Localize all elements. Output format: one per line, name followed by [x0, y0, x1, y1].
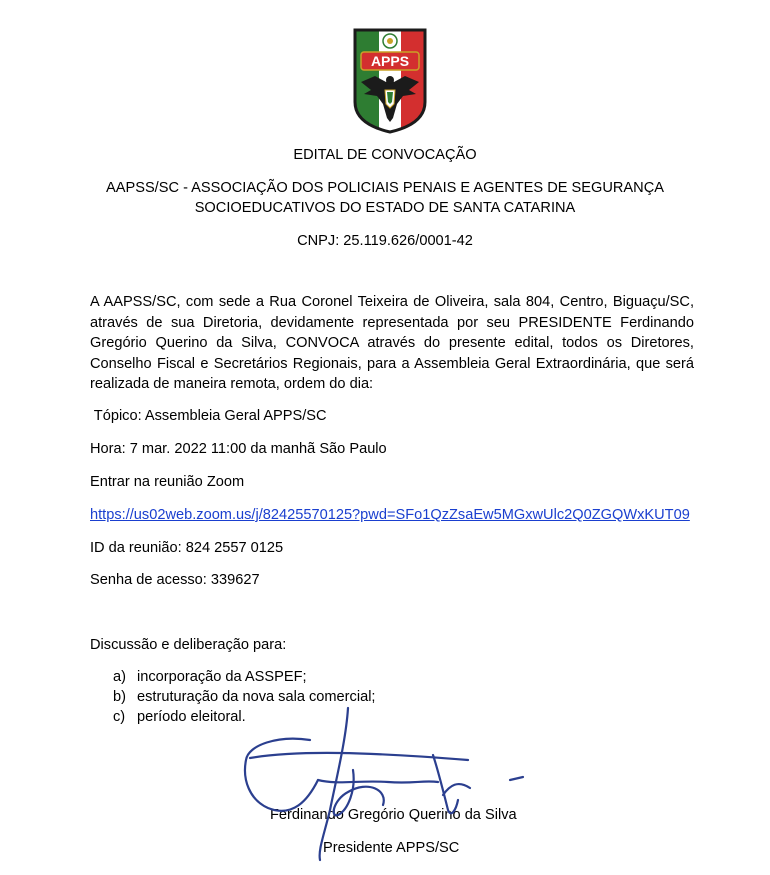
discussion-heading: Discussão e deliberação para: — [90, 637, 287, 653]
agenda-marker: b) — [113, 689, 126, 705]
join-zoom-label: Entrar na reunião Zoom — [90, 474, 245, 490]
meeting-time: Hora: 7 mar. 2022 11:00 da manhã São Paulo — [90, 441, 387, 457]
apps-logo-emblem — [349, 24, 431, 135]
agenda-item — [113, 669, 307, 685]
zoom-meeting-link[interactable]: https://us02web.zoom.us/j/82425570125?pwd=SFo1QzZsaEw5MGxwUlc2Q0ZGQWxKUT09 — [90, 507, 690, 523]
meeting-password: Senha de acesso: 339627 — [90, 572, 260, 588]
handwritten-signature — [238, 700, 528, 865]
agenda-item — [113, 709, 246, 725]
agenda-text: período eleitoral. — [137, 709, 246, 725]
agenda-marker: a) — [113, 669, 126, 685]
paragraph-line: Gregório Querino da Silva, CONVOCA através do presente edital, todos os Diretores, — [90, 335, 694, 351]
agenda-text: estruturação da nova sala comercial; — [137, 689, 376, 705]
organization-name-line-1: AAPSS/SC - ASSOCIAÇÃO DOS POLICIAIS PENAIS E AGENTES DE SEGURANÇA — [106, 180, 664, 196]
cnpj: CNPJ: 25.119.626/0001-42 — [297, 233, 473, 249]
meeting-topic: Tópico: Assembleia Geral APPS/SC — [90, 408, 327, 424]
paragraph-line: A AAPSS/SC, com sede a Rua Coronel Teixeira de Oliveira, sala 804, Centro, Biguaçu/SC, — [90, 294, 694, 310]
paragraph-line: através de sua Diretoria, devidamente representada por seu PRESIDENTE Ferdinando — [90, 314, 694, 331]
paragraph-line: Conselho Fiscal e Secretários Regionais, para a Assembleia Geral Extraordinária, que será — [90, 355, 694, 372]
document-title: EDITAL DE CONVOCAÇÃO — [293, 147, 477, 163]
logo-text: APPS — [370, 53, 410, 69]
agenda-marker: c) — [113, 709, 126, 725]
meeting-id: ID da reunião: 824 2557 0125 — [90, 540, 284, 556]
signatory-name: Ferdinando Gregório Querino da Silva — [270, 807, 517, 823]
convocation-paragraph — [90, 292, 694, 395]
signatory-role: Presidente APPS/SC — [323, 840, 460, 856]
paragraph-line: realizada de maneira remota, ordem do dia: — [90, 376, 374, 392]
agenda-text: incorporação da ASSPEF; — [137, 669, 307, 685]
organization-name-line-2: SOCIOEDUCATIVOS DO ESTADO DE SANTA CATARINA — [194, 200, 576, 216]
